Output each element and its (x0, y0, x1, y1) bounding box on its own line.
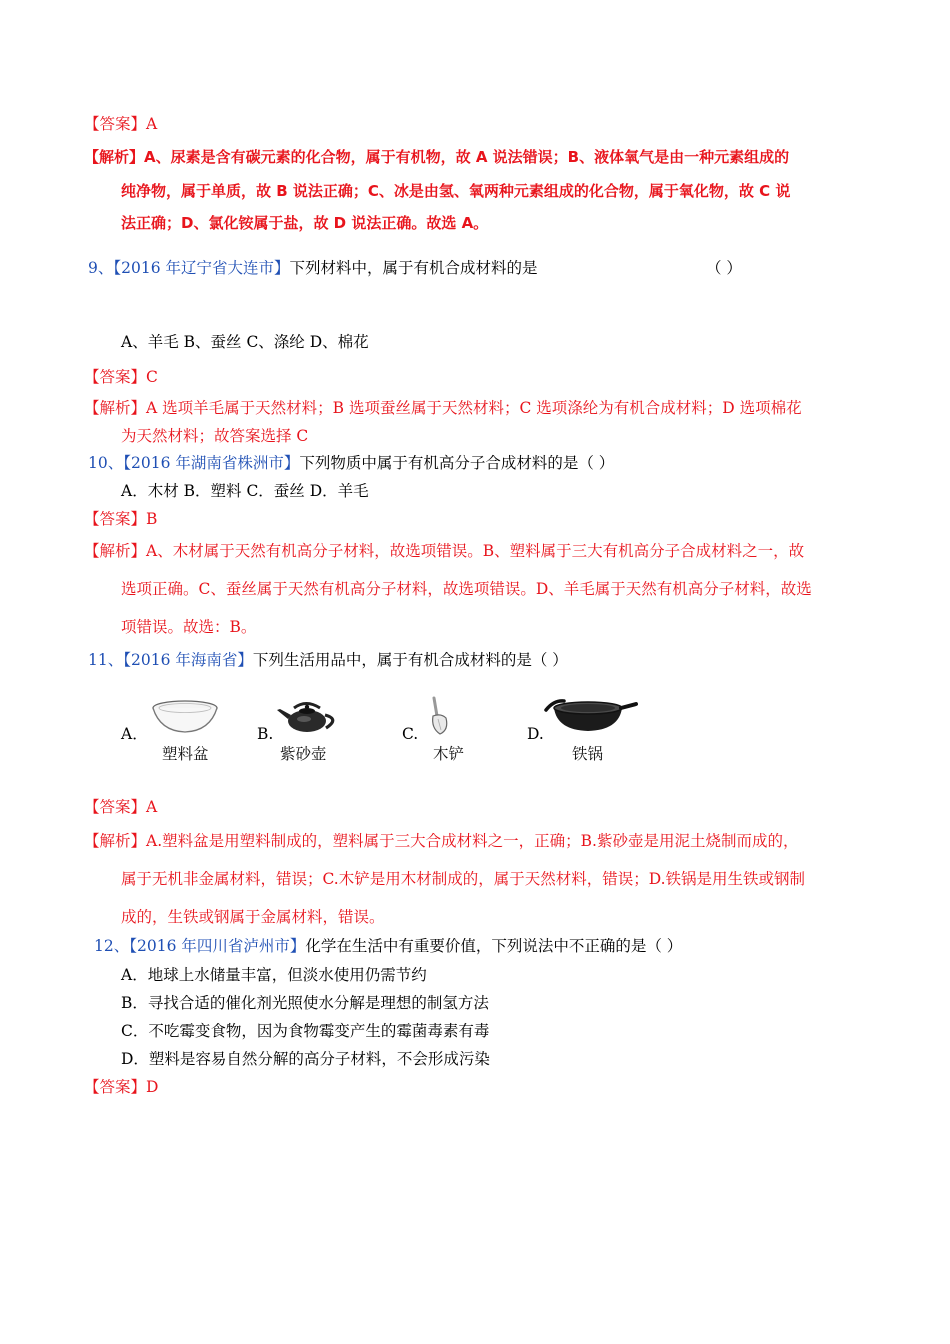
answer-value: D (146, 1078, 159, 1096)
question-text: 下列生活用品中，属于有机合成材料的是（ ） (252, 651, 568, 669)
answer-label: 【答案】 (84, 368, 147, 386)
question-text: 化学在生活中有重要价值，下列说法中不正确的是（ ） (305, 937, 683, 955)
q12-option-d: D．塑料是容易自然分解的高分子材料，不会形成污染 (121, 1050, 490, 1068)
answer-label: 【答案】 (84, 115, 147, 133)
question-source: 【2016 年海南省】 (123, 651, 253, 669)
q11-option-c-letter: C. (402, 725, 419, 743)
caption-clay-teapot: 紫砂壶 (280, 745, 327, 763)
q12-option-c: C．不吃霉变食物，因为食物霉变产生的霉菌毒素有毒 (121, 1022, 490, 1040)
analysis-label: 【解析】 (84, 399, 147, 417)
q11-answer (84, 797, 157, 817)
q12-stem (94, 936, 682, 956)
q10-options: A．木材 B．塑料 C．蚕丝 D．羊毛 (121, 482, 369, 500)
q11-option-a-letter: A． (121, 725, 148, 743)
q8-analysis-line-2: 纯净物，属于单质，故 B 说法正确；C、冰是由氢、氧两种元素组成的化合物，属于氧化物，故 C 说 (121, 182, 791, 200)
q10-analysis-line-2: 选项正确。C、蚕丝属于天然有机高分子材料，故选项错误。D、羊毛属于天然有机高分子材料，故选 (121, 580, 812, 598)
q11-stem (88, 650, 568, 670)
q9-options: A、羊毛 B、蚕丝 C、涤纶 D、棉花 (121, 333, 369, 351)
question-number: 11、 (88, 651, 124, 669)
question-text: 下列物质中属于有机高分子合成材料的是（ ） (299, 454, 615, 472)
answer-label: 【答案】 (84, 798, 147, 816)
plastic-basin-image (148, 697, 222, 737)
q11-option-b-letter: B. (257, 725, 274, 743)
q8-analysis-line-1 (84, 147, 789, 167)
q10-analysis-line-3: 项错误。故选：B。 (121, 618, 257, 636)
q8-answer (84, 114, 157, 134)
iron-wok-image (544, 692, 638, 736)
q10-analysis-line-1 (84, 541, 804, 561)
q11-option-d-letter: D. (527, 725, 544, 743)
q11-analysis-line-2: 属于无机非金属材料，错误；C.木铲是用木材制成的，属于天然材料，错误；D.铁锅是用生铁或钢制 (121, 870, 806, 888)
answer-value: A (146, 798, 158, 816)
q10-answer (84, 509, 157, 529)
question-source: 【2016 年四川省泸州市】 (129, 937, 306, 955)
analysis-label: 【解析】 (84, 148, 145, 166)
analysis-text: A、木材属于天然有机高分子材料，故选项错误。B、塑料属于三大有机高分子合成材料之一，故 (146, 542, 805, 560)
q12-answer (84, 1077, 158, 1097)
caption-wooden-spatula: 木铲 (433, 745, 465, 763)
q12-option-a: A．地球上水储量丰富，但淡水使用仍需节约 (121, 966, 427, 984)
analysis-text: A 选项羊毛属于天然材料；B 选项蚕丝属于天然材料；C 选项涤纶为有机合成材料；D 选项棉花 (146, 399, 802, 417)
analysis-label: 【解析】 (84, 542, 147, 560)
analysis-label: 【解析】 (84, 832, 147, 850)
answer-label: 【答案】 (84, 510, 147, 528)
wooden-spatula-image (425, 694, 453, 738)
q9-analysis-line-1 (84, 398, 802, 418)
q9-paren: （ ） (706, 259, 742, 277)
question-text: 下列材料中，属于有机合成材料的是 (289, 259, 538, 277)
q10-stem (88, 453, 614, 473)
caption-iron-wok: 铁锅 (572, 745, 604, 763)
question-source: 【2016 年辽宁省大连市】 (113, 259, 290, 277)
caption-plastic-basin: 塑料盆 (162, 745, 209, 763)
question-number: 9、 (88, 259, 114, 277)
q9-stem (88, 258, 538, 278)
q11-analysis-line-3: 成的，生铁或钢属于金属材料，错误。 (121, 908, 385, 926)
q11-analysis-line-1 (84, 831, 798, 851)
answer-value: C (146, 368, 158, 386)
q9-answer (84, 367, 158, 387)
analysis-text: A.塑料盆是用塑料制成的，塑料属于三大合成材料之一，正确；B.紫砂壶是用泥土烧制而成的， (146, 832, 799, 850)
clay-teapot-image (274, 695, 344, 737)
answer-label: 【答案】 (84, 1078, 147, 1096)
question-number: 10、 (88, 454, 124, 472)
question-source: 【2016 年湖南省株洲市】 (123, 454, 300, 472)
analysis-text: A、尿素是含有碳元素的化合物，属于有机物，故 A 说法错误；B、液体氧气是由一种元素组成的 (144, 148, 790, 166)
answer-value: A (146, 115, 158, 133)
question-number: 12、 (94, 937, 130, 955)
q12-option-b: B．寻找合适的催化剂光照使水分解是理想的制氢方法 (121, 994, 489, 1012)
answer-value: B (146, 510, 158, 528)
q9-analysis-line-2: 为天然材料；故答案选择 C (121, 427, 309, 445)
q8-analysis-line-3: 法正确；D、氯化铵属于盐，故 D 说法正确。故选 A。 (121, 214, 489, 232)
